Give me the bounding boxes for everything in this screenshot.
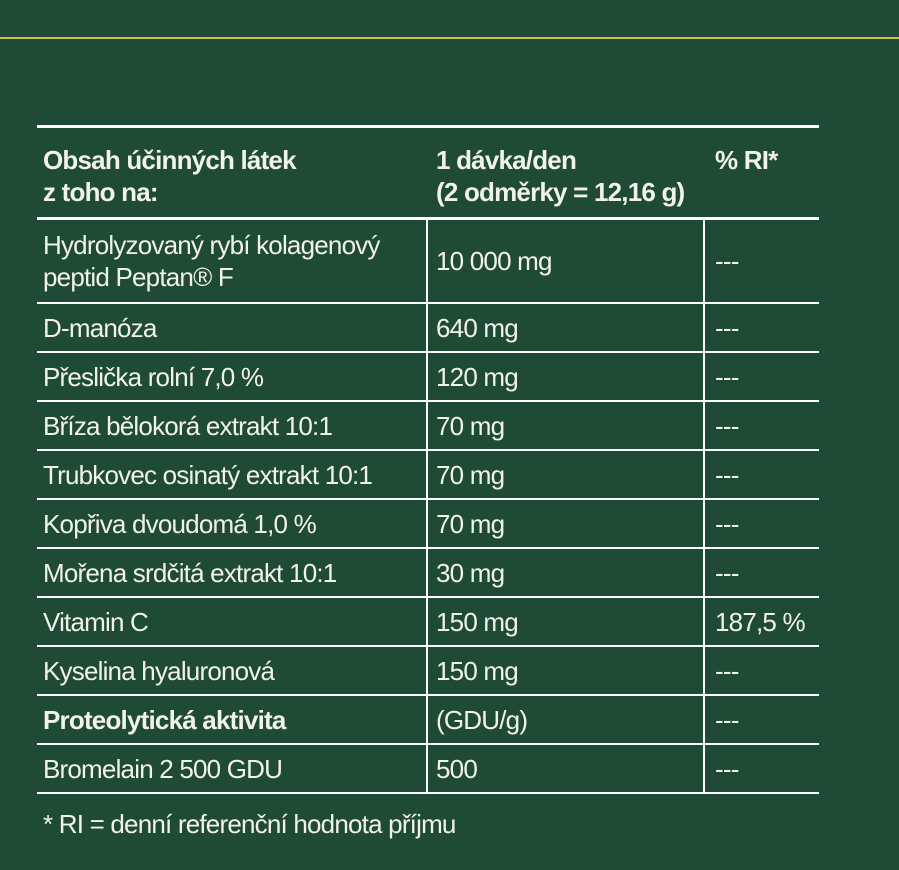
table-row bbox=[37, 549, 819, 598]
header-dose-line2: (2 odměrky = 12,16 g) bbox=[436, 177, 685, 207]
ingredient-amount: 70 mg bbox=[428, 451, 705, 498]
ingredient-ri: --- bbox=[715, 410, 739, 441]
table-row bbox=[37, 647, 819, 696]
ingredient-name: Trubkovec osinatý extrakt 10:1 bbox=[37, 451, 428, 498]
footnote: * RI = denní referenční hodnota příjmu bbox=[43, 809, 456, 839]
header-ingredients bbox=[37, 144, 428, 217]
ingredient-ri: --- bbox=[715, 704, 739, 735]
ingredient-ri: --- bbox=[715, 459, 739, 490]
ingredient-name: Proteolytická aktivita bbox=[37, 696, 428, 743]
nutrition-table bbox=[37, 125, 819, 794]
ingredient-ri: --- bbox=[715, 557, 739, 588]
ingredient-amount: 70 mg bbox=[428, 500, 705, 547]
table-row bbox=[37, 696, 819, 745]
ingredient-amount: 640 mg bbox=[428, 304, 705, 351]
ingredient-ri: --- bbox=[715, 312, 739, 343]
ingredient-ri: --- bbox=[715, 655, 739, 686]
table-row bbox=[37, 745, 819, 794]
ingredient-amount: 30 mg bbox=[428, 549, 705, 596]
ingredient-amount: 120 mg bbox=[428, 353, 705, 400]
ingredient-amount: 500 bbox=[428, 745, 705, 792]
ingredient-amount: 150 mg bbox=[428, 598, 705, 645]
table-row bbox=[37, 220, 819, 304]
ingredient-ri: 187,5 % bbox=[715, 606, 805, 637]
ingredient-ri: --- bbox=[715, 246, 739, 276]
ingredient-name: Bříza bělokorá extrakt 10:1 bbox=[37, 402, 428, 449]
header-dose-line1: 1 dávka/den bbox=[436, 145, 577, 175]
ingredient-name: Mořena srdčitá extrakt 10:1 bbox=[37, 549, 428, 596]
ingredient-name: Vitamin C bbox=[37, 598, 428, 645]
ingredient-amount: (GDU/g) bbox=[428, 696, 705, 743]
header-ri: % RI* bbox=[715, 145, 778, 175]
ingredient-name-line1: Hydrolyzovaný rybí kolagenový bbox=[43, 230, 380, 260]
table-row bbox=[37, 598, 819, 647]
table-row bbox=[37, 402, 819, 451]
table-row bbox=[37, 500, 819, 549]
table-header-row bbox=[37, 128, 819, 220]
ingredient-name: Kopřiva dvoudomá 1,0 % bbox=[37, 500, 428, 547]
ingredient-name: Přeslička rolní 7,0 % bbox=[37, 353, 428, 400]
ingredient-name bbox=[37, 220, 428, 302]
table-row bbox=[37, 451, 819, 500]
table-row bbox=[37, 353, 819, 402]
header-ingredients-line2: z toho na: bbox=[43, 177, 158, 207]
top-accent-line bbox=[0, 37, 899, 39]
ingredient-amount: 70 mg bbox=[428, 402, 705, 449]
ingredient-amount: 10 000 mg bbox=[428, 220, 705, 302]
ingredient-name-line2: peptid Peptan® F bbox=[43, 262, 233, 292]
ingredient-name: Bromelain 2 500 GDU bbox=[37, 745, 428, 792]
ingredient-name: D-manóza bbox=[37, 304, 428, 351]
ingredient-ri: --- bbox=[715, 508, 739, 539]
table-row bbox=[37, 304, 819, 353]
ingredient-ri: --- bbox=[715, 361, 739, 392]
header-dose bbox=[428, 144, 705, 217]
ingredient-amount: 150 mg bbox=[428, 647, 705, 694]
ingredient-name: Kyselina hyaluronová bbox=[37, 647, 428, 694]
ingredient-ri: --- bbox=[715, 753, 739, 784]
header-ingredients-line1: Obsah účinných látek bbox=[43, 145, 296, 175]
